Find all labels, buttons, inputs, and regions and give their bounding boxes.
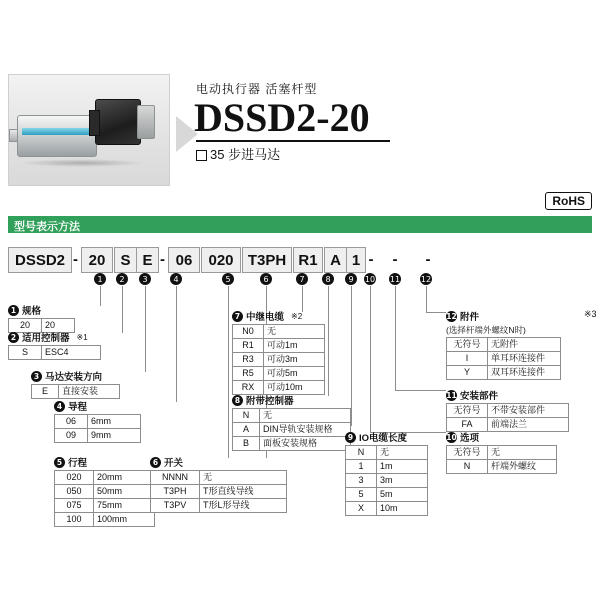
product-subtitle: 电动执行器 活塞杆型 [196,82,318,96]
title-divider [196,140,390,142]
block-lead [54,399,141,443]
table-row: E 直接安装 [32,385,120,399]
code-cell-mountdir: E [136,247,159,273]
table-row: 5 5m [346,488,428,502]
badge-9: 9 [345,432,356,443]
table-row: N0 无 [233,325,325,339]
leader-1 [100,286,101,306]
block-option [446,430,557,474]
block-switch-table [150,470,287,513]
product-photo [8,74,170,186]
block-io-cable-table [345,445,428,516]
stepper-motor [95,99,141,145]
block-controller [8,330,101,360]
leader-4 [176,286,177,402]
table-row: N 杆端外螺纹 [447,460,557,474]
block-with-controller-caption: 8 附带控制器 [232,393,351,407]
code-dash-4: - [392,250,398,268]
leader-11 [395,286,396,390]
code-cell-switch: T3PH [242,247,292,273]
block-stroke-table [54,470,155,527]
block-option-table [446,445,557,474]
leader-11-h [395,390,446,391]
section-header-label: 型号表示方法 [14,221,80,233]
block-accessory-table [446,337,561,380]
table-row: B 面板安装规格 [233,437,351,451]
block-accessory-caption: 12 附件 [446,311,480,323]
photo-shadow [19,159,145,167]
leader-9 [351,286,352,426]
cylinder-body [17,115,97,157]
marker-6: 6 [260,273,272,285]
code-dash-5: - [425,250,431,268]
block-with-controller [232,393,351,451]
table-row: RX 可动10m [233,381,325,395]
badge-7: 7 [232,311,243,322]
marker-3: 3 [139,273,151,285]
block-mount-dir [31,369,120,399]
marker-12: 12 [420,274,432,284]
block-io-cable-caption: 9 IO电缆长度 [345,430,428,444]
note-ref-1: ※1 [76,332,88,342]
block-relay-cable [232,309,325,395]
table-row: 100 100mm [55,513,155,527]
marker-11: 11 [389,274,401,284]
table-row: S ESC4 [9,346,101,360]
square-icon [196,150,207,161]
section-header-bar [8,216,592,233]
code-cell-ctrlunit: A [324,247,347,273]
block-option-caption: 10 选项 [446,432,480,444]
table-row: FA 前端法兰 [447,418,569,432]
badge-12: 12 [446,311,457,321]
table-row: 075 75mm [55,499,155,513]
code-dash-1: - [73,250,78,268]
marker-9: 9 [345,273,357,285]
block-switch-caption: 6 开关 [150,455,287,469]
note-ref-3: ※3 [584,309,597,319]
block-spec [8,303,75,333]
badge-10: 10 [446,432,457,442]
table-row: I 单耳环连接件 [447,352,561,366]
block-relay-cable-table [232,324,325,395]
block-accessory-subcaption: (选择杆端外螺纹N时) [446,325,526,335]
leader-12-h [426,312,446,313]
block-with-controller-table [232,408,351,451]
block-lead-table [54,414,141,443]
block-switch [150,455,287,513]
block-mount-parts-caption: 11 安装部件 [446,390,499,402]
table-row: 050 50mm [55,485,155,499]
table-row: 06 6mm [55,415,141,429]
table-row: 无符号 无 [447,446,557,460]
rohs-badge: RoHS [545,192,592,210]
table-row: X 10m [346,502,428,516]
block-controller-table [8,345,101,360]
table-row: 无符号 不带安装部件 [447,404,569,418]
block-relay-cable-caption: 7 中继电缆 ※2 [232,309,325,323]
code-cell-controller: S [114,247,137,273]
marker-7: 7 [296,273,308,285]
badge-2: 2 [8,332,19,343]
marker-4: 4 [170,273,182,285]
table-row: N 无 [233,409,351,423]
block-lead-caption: 4 导程 [54,399,141,413]
code-dash-2: - [160,250,165,268]
marker-10: 10 [364,274,376,284]
block-stroke-caption: 5 行程 [54,455,155,469]
table-row: 无符号 无附件 [447,338,561,352]
table-row: 3 3m [346,474,428,488]
leader-8 [328,286,329,396]
block-mount-dir-table [31,384,120,399]
table-row: T3PV T形L形导线 [151,499,287,513]
table-row: 020 20mm [55,471,155,485]
block-spec-caption: 1 规格 [8,303,75,317]
leader-5 [228,286,229,458]
leader-12 [426,286,427,312]
code-cell-stroke: 020 [201,247,241,273]
marker-5: 5 [222,273,234,285]
table-row: NNNN 无 [151,471,287,485]
table-row: Y 双耳环连接件 [447,366,561,380]
block-controller-caption: 2 适用控制器 ※1 [8,330,101,344]
table-row: N 无 [346,446,428,460]
end-cap [137,105,155,139]
badge-6: 6 [150,457,161,468]
code-cell-cable: R1 [293,247,323,273]
table-row: 1 1m [346,460,428,474]
block-io-cable [345,430,428,516]
product-title: DSSD2-20 [194,95,370,140]
leader-10 [370,286,371,432]
table-row: T3PH T形直线导线 [151,485,287,499]
block-mount-parts-table [446,403,569,432]
table-row: A DIN导轨安装规格 [233,423,351,437]
block-mount-parts [446,388,569,432]
code-cell-size: 20 [81,247,113,273]
code-dash-3: - [368,250,374,268]
badge-1: 1 [8,305,19,316]
block-accessory [446,309,561,380]
block-mount-dir-caption: 3 马达安装方向 [31,369,120,383]
marker-2: 2 [116,273,128,285]
table-row: R3 可动3m [233,353,325,367]
table-row: 09 9mm [55,429,141,443]
motor-type-note: 35 步进马达 [196,144,280,163]
badge-3: 3 [31,371,42,382]
badge-8: 8 [232,395,243,406]
badge-4: 4 [54,401,65,412]
block-stroke [54,455,155,527]
badge-11: 11 [446,390,457,400]
code-cell-lead: 06 [168,247,200,273]
table-row: R5 可动5m [233,367,325,381]
badge-5: 5 [54,457,65,468]
leader-3 [145,286,146,372]
code-cell-iocable: 1 [346,247,366,273]
marker-1: 1 [94,273,106,285]
leader-2 [122,286,123,333]
code-cell-series: DSSD2 [8,247,72,273]
table-row: 20 20 [9,319,75,333]
table-row: R1 可动1m [233,339,325,353]
marker-8: 8 [322,273,334,285]
note-ref-2: ※2 [291,311,303,321]
